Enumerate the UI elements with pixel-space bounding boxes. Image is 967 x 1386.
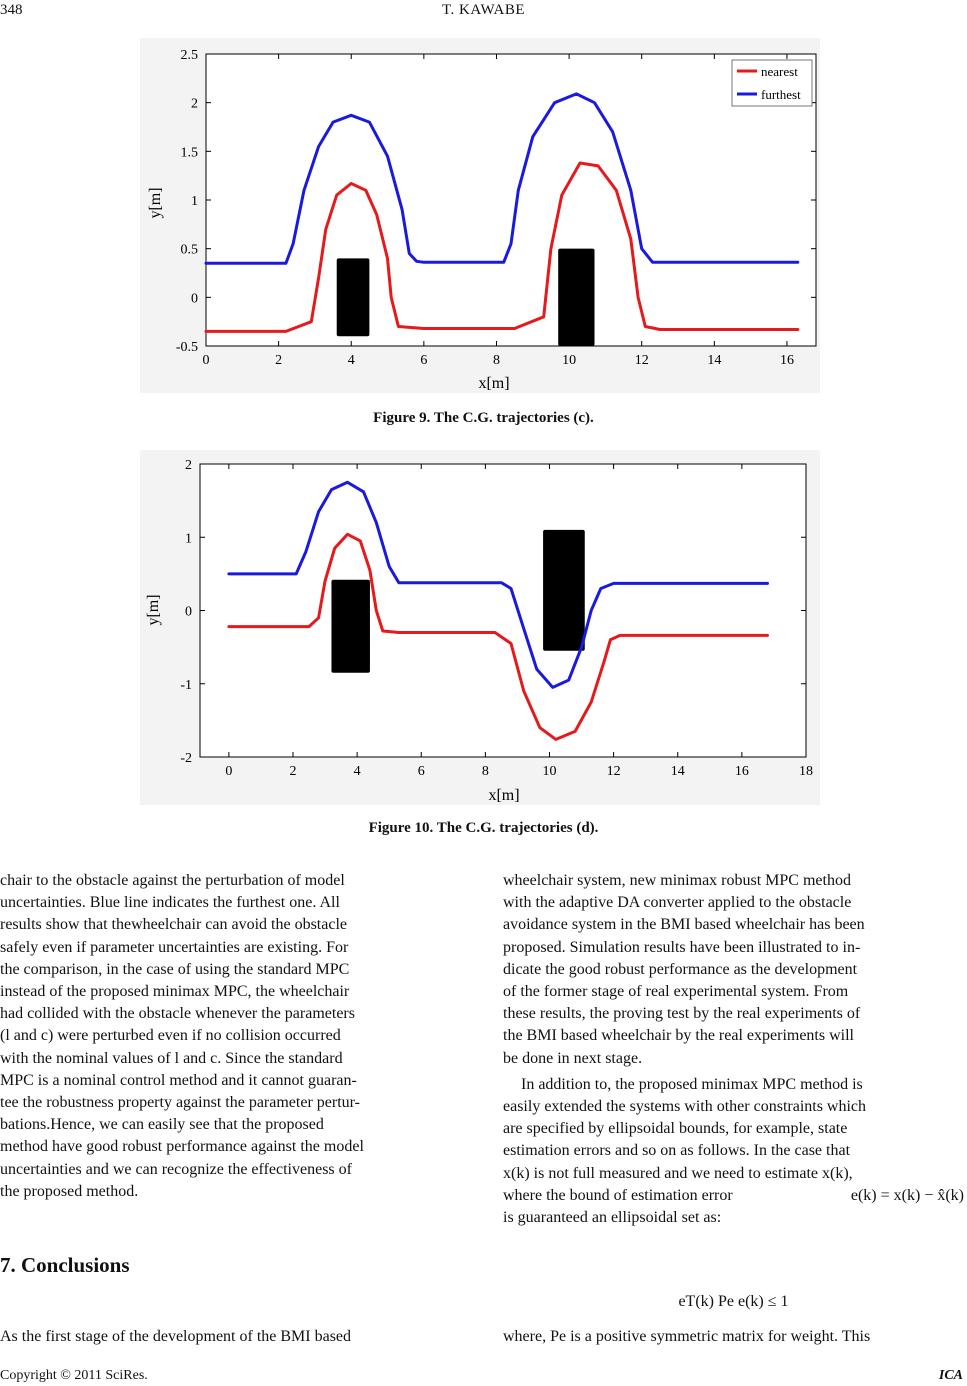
fig10-xtick-label: 2 <box>289 764 297 779</box>
text-line: with the nominal values of l and c. Since the standard <box>0 1049 343 1067</box>
display-equation: eT(k) Pe e(k) ≤ 1 <box>678 1293 789 1310</box>
text-line: method have good robust performance against the model <box>0 1138 364 1156</box>
running-title: T. KAWABE <box>441 2 525 18</box>
text-line: uncertainties. Blue line indicates the furthest one. All <box>0 894 340 912</box>
text-line-with-equation <box>503 1185 964 1207</box>
text-line: proposed. Simulation results have been illustrated to in- <box>503 938 861 956</box>
fig9-ytick-label: -0.5 <box>175 340 198 355</box>
fig9-xtick-label: 12 <box>634 353 649 368</box>
fig10-obstacle-2 <box>543 530 585 651</box>
text-line: In addition to, the proposed minimax MPC method is <box>521 1075 863 1093</box>
legend-furthest: furthest <box>761 87 801 102</box>
fig10-xtick-label: 16 <box>734 764 749 779</box>
fig10-ytick-label: 0 <box>185 604 192 620</box>
fig10-xtick-label: 18 <box>799 764 813 779</box>
figure-10-xlabel: x[m] <box>488 787 520 804</box>
fig10-xtick-label: 10 <box>542 764 557 779</box>
fig9-ytick-label: 2 <box>191 96 198 112</box>
section-title-conclusions: 7. Conclusions <box>0 1253 130 1277</box>
text-line: avoidance system in the BMI based wheelchair has been <box>503 916 865 934</box>
fig9-ytick-label: 1.5 <box>180 145 198 161</box>
fig9-xtick-label: 14 <box>707 353 722 368</box>
fig10-xtick-label: 6 <box>417 764 425 779</box>
fig9-xtick-label: 16 <box>779 353 794 368</box>
text-line: safely even if parameter uncertainties are existing. For <box>0 938 349 956</box>
text-line: estimation errors and so on as follows. In the case that <box>503 1142 851 1160</box>
fig10-ytick-label: 1 <box>185 531 192 547</box>
fig9-obstacle-1 <box>337 258 370 336</box>
fig9-xtick-label: 4 <box>347 353 355 368</box>
text-line: (l and c) were perturbed even if no collision occurred <box>0 1027 341 1045</box>
conclusion-start: As the first stage of the development of the BMI based <box>0 1328 352 1345</box>
text-line: is guaranteed an ellipsoidal set as: <box>503 1209 722 1227</box>
text-line: instead of the proposed minimax MPC, the wheelchair <box>0 983 350 1001</box>
fig9-xtick-label: 10 <box>562 353 577 368</box>
fig9-xtick-label: 0 <box>202 353 210 368</box>
page-number: 348 <box>0 2 23 18</box>
text-line: easily extended the systems with other constraints which <box>503 1098 867 1116</box>
journal-abbrev: ICA <box>938 1368 963 1383</box>
fig10-xtick-label: 14 <box>670 764 685 779</box>
text-line: dicate the good robust performance as the development <box>503 960 858 978</box>
text-line: where the bound of estimation error <box>503 1186 733 1204</box>
text-line: had collided with the obstacle whenever the parameters <box>0 1005 355 1023</box>
fig10-obstacle-1 <box>331 580 369 673</box>
right-last-line: where, Pe is a positive symmetric matrix for weight. This <box>503 1328 871 1345</box>
text-line: uncertainties and we can recognize the effectiveness of <box>0 1160 352 1178</box>
fig9-ytick-label: 0.5 <box>180 242 198 258</box>
figure-10-caption: Figure 10. The C.G. trajectories (d). <box>368 820 599 836</box>
fig9-obstacle-2 <box>558 249 594 346</box>
text-line: with the adaptive DA converter applied to the obstacle <box>503 894 852 912</box>
fig9-ytick-label: 0 <box>191 291 198 307</box>
fig9-xtick-label: 2 <box>275 353 283 368</box>
text-line: wheelchair system, new minimax robust MPC method <box>503 872 851 889</box>
fig10-xtick-label: 8 <box>481 764 489 779</box>
text-line: are specified by ellipsoidal bounds, for example, state <box>503 1120 848 1138</box>
figure-9-xlabel: x[m] <box>478 375 510 392</box>
figure-10-ylabel: y[m] <box>145 594 162 626</box>
fig10-xtick-label: 4 <box>353 764 361 779</box>
text-line: tee the robustness property against the parameter pertur- <box>0 1094 360 1112</box>
text-line: these results, the proving test by the real experiments of <box>503 1005 861 1023</box>
text-line: bations.Hence, we can easily see that the proposed <box>0 1116 324 1134</box>
figure-9-caption: Figure 9. The C.G. trajectories (c). <box>373 410 594 426</box>
text-line: the proposed method. <box>0 1182 139 1200</box>
fig9-xtick-label: 8 <box>492 353 500 368</box>
figure-9-legend <box>732 60 812 106</box>
fig10-ytick-label: 2 <box>185 458 192 473</box>
figure-9-chart <box>140 38 820 393</box>
inline-equation: e(k) = x(k) − x̂(k) <box>850 1186 964 1204</box>
fig9-ytick-label: 1 <box>191 194 198 209</box>
figure-10-chart <box>140 450 820 805</box>
fig10-xtick-label: 0 <box>225 764 233 779</box>
figure-9-ylabel: y[m] <box>147 187 164 219</box>
fig10-ytick-label: -2 <box>180 751 192 766</box>
copyright: Copyright © 2011 SciRes. <box>0 1368 148 1383</box>
fig10-ytick-label: -1 <box>180 677 192 693</box>
text-line: chair to the obstacle against the perturbation of model <box>0 872 345 889</box>
text-line: x(k) is not full measured and we need to estimate x(k), <box>503 1164 853 1182</box>
legend-nearest: nearest <box>761 64 798 79</box>
text-line: of the former stage of real experimental system. From <box>503 983 849 1001</box>
right-column <box>503 870 964 1229</box>
text-line: the BMI based wheelchair by the real experiments will <box>503 1027 854 1045</box>
fig9-ytick-label: 2.5 <box>180 48 198 63</box>
text-line: the comparison, in the case of using the standard MPC <box>0 960 350 978</box>
text-line: MPC is a nominal control method and it cannot guaran- <box>0 1071 357 1089</box>
left-column <box>0 870 461 1203</box>
text-line: be done in next stage. <box>503 1049 643 1067</box>
right-paragraph-1 <box>503 870 964 1070</box>
text-line: results show that thewheelchair can avoid the obstacle <box>0 916 347 934</box>
right-paragraph-2 <box>503 1074 964 1229</box>
left-paragraph <box>0 870 461 1203</box>
fig10-xtick-label: 12 <box>606 764 621 779</box>
fig9-xtick-label: 6 <box>420 353 428 368</box>
